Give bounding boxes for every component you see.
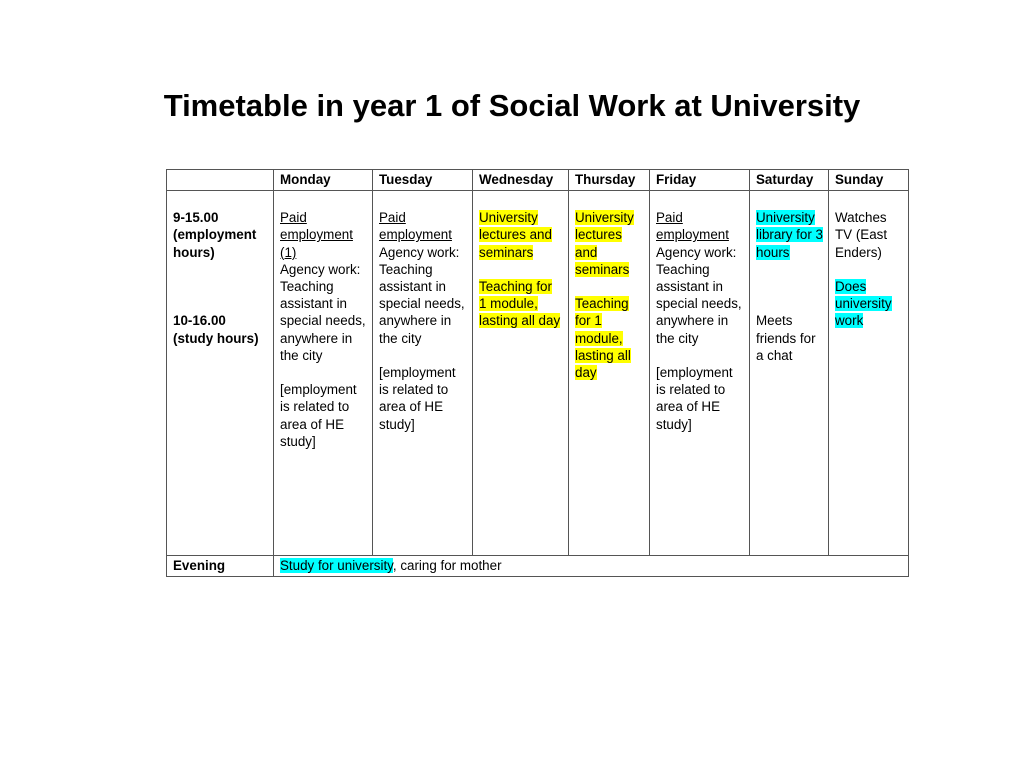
cell-sunday [829, 191, 909, 556]
daytime-row [167, 191, 909, 556]
cell-tuesday [373, 191, 473, 556]
monday-description: Agency work: Teaching assistant in special needs, anywhere in the city [280, 261, 366, 363]
friday-note: [employment is related to area of HE study] [656, 365, 733, 432]
wednesday-teaching: Teaching for 1 module, lasting all day [479, 279, 561, 329]
thursday-lectures: University lectures and seminars [575, 210, 634, 277]
header-thursday: Thursday [569, 170, 650, 191]
cell-wednesday [473, 191, 569, 556]
monday-paid-employment-link[interactable]: Paid employment (1) [280, 210, 353, 260]
tuesday-description: Agency work: Teaching assistant in special needs, anywhere in the city [379, 244, 465, 346]
friday-paid-employment-link[interactable]: Paid employment [656, 210, 729, 243]
cell-thursday [569, 191, 650, 556]
header-wednesday: Wednesday [473, 170, 569, 191]
header-saturday: Saturday [750, 170, 829, 191]
evening-row [167, 556, 909, 577]
monday-note: [employment is related to area of HE study] [280, 382, 357, 449]
row-label-daytime [167, 191, 274, 556]
header-sunday: Sunday [829, 170, 909, 191]
study-time: 10-16.00 [173, 313, 226, 329]
friday-description: Agency work: Teaching assistant in special needs, anywhere in the city [656, 244, 742, 346]
cell-saturday [750, 191, 829, 556]
study-note: (study hours) [173, 330, 259, 346]
tuesday-paid-employment-link[interactable]: Paid employment [379, 210, 452, 243]
employment-time: 9-15.00 [173, 210, 219, 226]
sunday-tv: Watches TV (East Enders) [835, 210, 888, 260]
timetable [166, 169, 909, 577]
page-title: Timetable in year 1 of Social Work at University [163, 88, 861, 123]
saturday-library: University library for 3 hours [756, 210, 823, 260]
employment-note: (employment hours) [173, 227, 257, 260]
cell-evening [274, 556, 909, 577]
tuesday-note: [employment is related to area of HE study] [379, 365, 456, 432]
cell-monday [274, 191, 373, 556]
sunday-university-work: Does university work [835, 279, 892, 329]
evening-study: Study for university [280, 558, 393, 574]
saturday-friends: Meets friends for a chat [756, 313, 816, 363]
evening-caring: , caring for mother [392, 558, 502, 574]
thursday-teaching: Teaching for 1 module, lasting all day [575, 296, 631, 381]
row-label-evening: Evening [167, 556, 274, 577]
cell-friday [650, 191, 750, 556]
header-friday: Friday [650, 170, 750, 191]
header-row [167, 170, 909, 191]
wednesday-lectures: University lectures and seminars [479, 210, 552, 260]
header-tuesday: Tuesday [373, 170, 473, 191]
header-corner [167, 170, 274, 191]
header-monday: Monday [274, 170, 373, 191]
